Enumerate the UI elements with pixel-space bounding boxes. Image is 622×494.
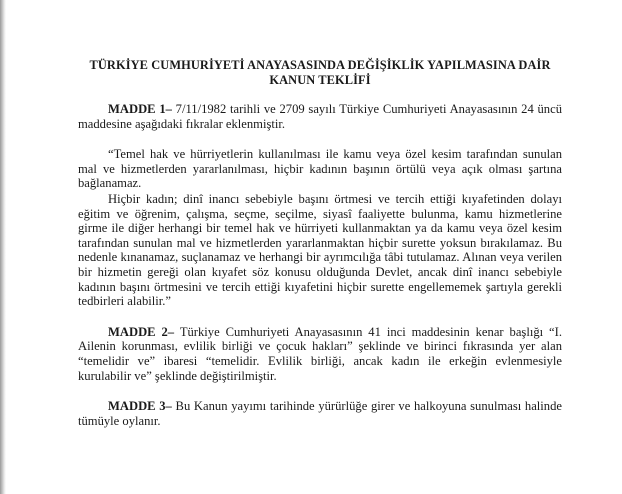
scan-shadow-edge	[0, 0, 6, 494]
article-3-text: Bu Kanun yayımı tarihinde yürürlüğe girer ve halkoyuna sunulması halinde tümüyle oylanır.	[78, 399, 562, 428]
quote-paragraph-2: Hiçbir kadın; dinî inancı sebebiyle başını örtmesi ve tercih ettiği kıyafetinden dolayı eğitim ve öğrenim, çalışma, seçme, seçilme, siyasî faaliyette bulunma, kamu hizmetlerine girme ile diğer herhangi bir temel hak ve hürriyeti kullanmaktan ya da kamu veya özel kesim tarafından sunulan mal ve hizmetlerden yararlanmaktan hiçbir surette yoksun bırakılamaz. Bu nedenle kınanamaz, suçlanamaz ve herhangi bir ayrımcılığa tâbi tutulamaz. Alınan veya verilen bir hizmetin gereği olan kıyafet söz konusu olduğunda Devlet, ancak dinî inancı sebebiyle kadının başını örtmesini ve tercih ettiği kıyafetini hiçbir surette engellememek şartıyla gerekli tedbirleri alabilir.”	[78, 191, 562, 309]
document-title	[78, 58, 562, 88]
quote-paragraph-1: “Temel hak ve hürriyetlerin kullanılması ile kamu veya özel kesim tarafından sunulan mal ve hizmetlerden yararlanılması, hiçbir kadının başının örtülü veya açık olması şartına bağlanamaz.	[78, 147, 562, 191]
article-2-heading: MADDE 2–	[108, 324, 175, 339]
document-page	[78, 58, 562, 444]
article-1-heading: MADDE 1–	[108, 102, 172, 116]
title-line-1: TÜRKİYE CUMHURİYETİ ANAYASASINDA DEĞİŞİKLİK YAPILMASINA DAİR	[89, 58, 551, 72]
article-3	[78, 399, 562, 428]
article-2-text: Türkiye Cumhuriyeti Anayasasının 41 inci maddesinin kenar başlığı “I. Ailenin korunması, evlilik birliği ve çocuk hakları” şeklinde ve birinci fıkrasında yer alan “temelidir ve” ibaresi “temelidir. Evlilik birliği, ancak kadın ile erkeğin evlenmesiyle kurulabilir ve” şeklinde değiştirilmiştir.	[78, 324, 562, 383]
amendment-quote	[78, 147, 562, 309]
title-line-2: KANUN TEKLİFİ	[269, 73, 371, 87]
article-3-heading: MADDE 3–	[108, 399, 172, 414]
article-2	[78, 325, 562, 383]
article-1	[78, 102, 562, 131]
article-1-text: 7/11/1982 tarihli ve 2709 sayılı Türkiye Cumhuriyeti Anayasasının 24 üncü maddesine aşağıdaki fıkralar eklenmiştir.	[78, 102, 562, 131]
